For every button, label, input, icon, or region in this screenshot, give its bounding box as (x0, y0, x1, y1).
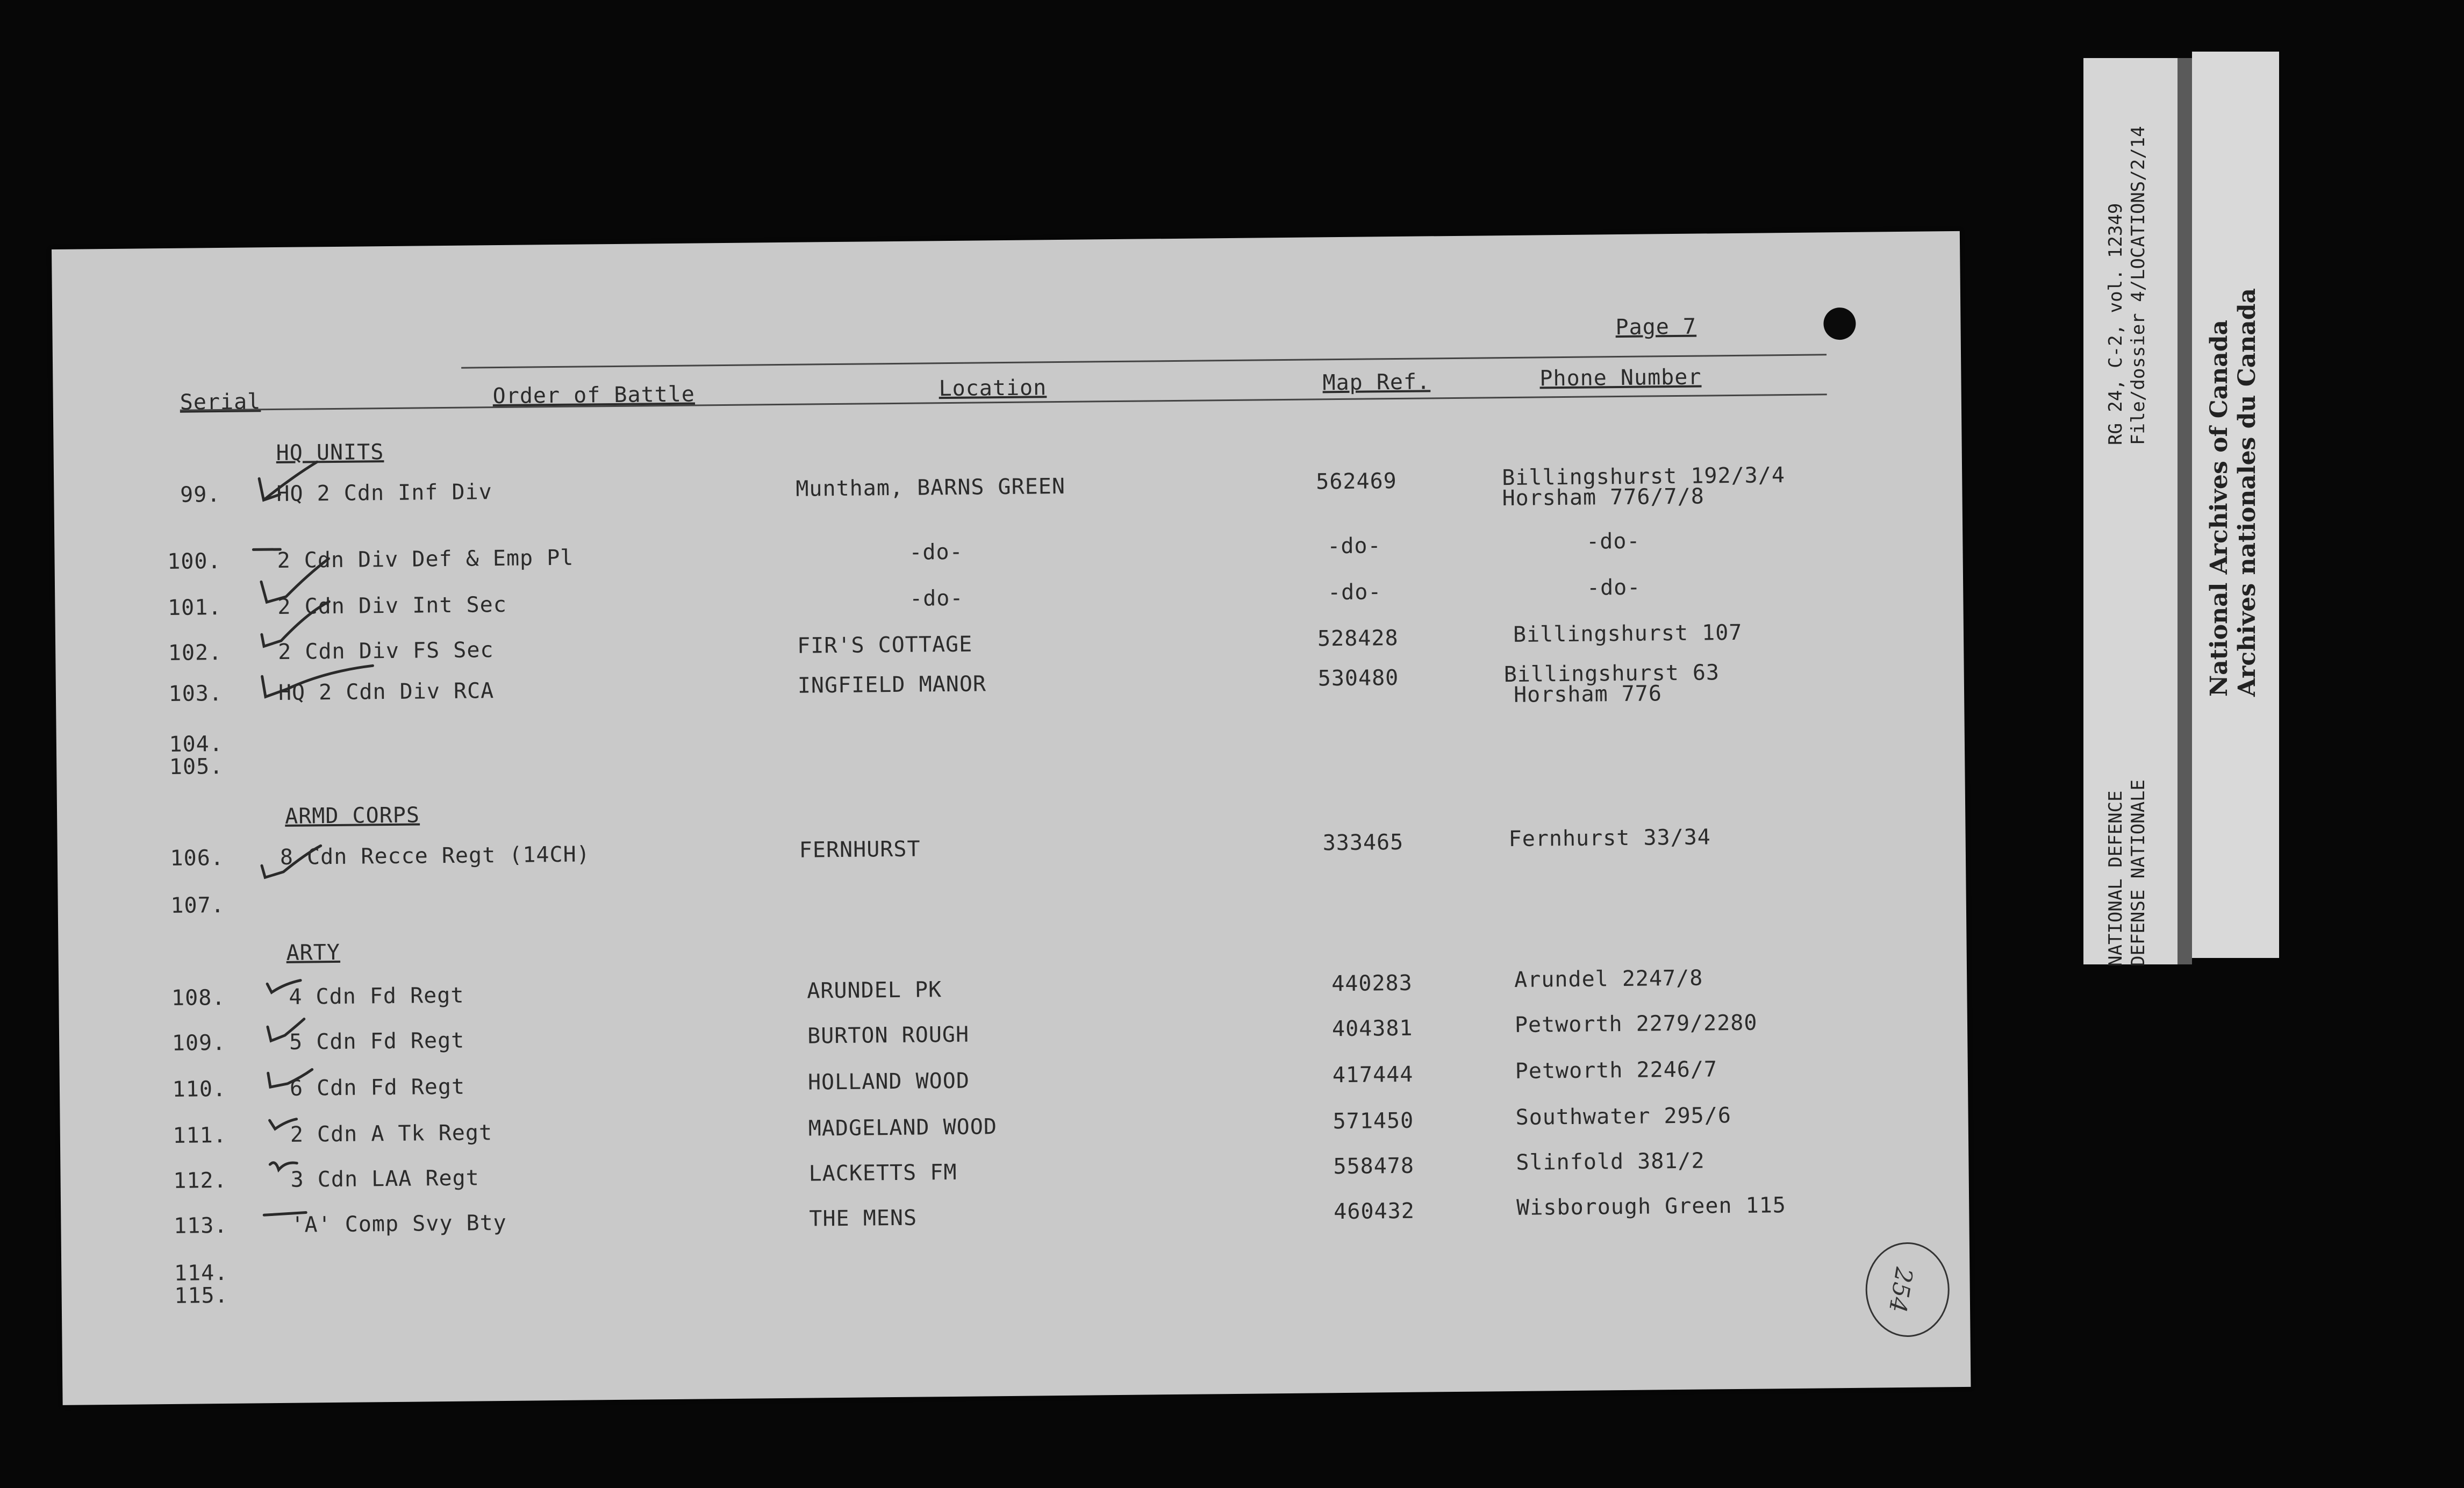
page-label: Page 7 (1615, 314, 1697, 340)
row-unit: HQ 2 Cdn Inf Div (276, 480, 492, 507)
row-location: MADGELAND WOOD (808, 1114, 998, 1141)
row-phone: Billingshurst 192/3/4 (1501, 463, 1786, 491)
row-map-ref: 558478 (1333, 1153, 1415, 1179)
row-serial: 107. (170, 892, 225, 918)
row-map-ref: -do- (1327, 580, 1382, 605)
row-unit: 3 Cdn LAA Regt (290, 1165, 479, 1192)
row-phone: Petworth 2246/7 (1515, 1057, 1718, 1084)
row-location: THE MENS (809, 1205, 918, 1232)
row-map-ref: -do- (1327, 533, 1381, 559)
row-unit: 'A' Comp Svy Bty (291, 1210, 507, 1237)
row-map-ref: 440283 (1331, 970, 1413, 997)
column-header-phone: Phone Number (1539, 364, 1702, 391)
row-serial: 114. (174, 1260, 228, 1286)
row-unit: 6 Cdn Fd Regt (289, 1074, 465, 1101)
row-location: FERNHURST (799, 836, 921, 863)
column-header-order-of-battle: Order of Battle (492, 382, 696, 409)
row-phone: Billingshurst 107 (1513, 620, 1743, 647)
row-phone: -do- (1586, 575, 1641, 600)
row-serial: 102. (168, 640, 223, 666)
archive-reference-line2: File/dossier 4/LOCATIONS/2/14 (2128, 126, 2149, 445)
handwritten-page-number: 254 (1865, 1242, 1950, 1337)
row-serial: 104. (169, 731, 224, 757)
row-phone: -do- (1586, 528, 1641, 554)
row-unit: 2 Cdn Div Def & Emp Pl (277, 545, 574, 573)
punch-hole (1823, 307, 1856, 340)
row-phone: Petworth 2279/2280 (1514, 1010, 1758, 1038)
row-map-ref: 528428 (1317, 625, 1399, 652)
defense-nationale-label: DEFENSE NATIONALE (2128, 779, 2149, 967)
row-location: INGFIELD MANOR (797, 671, 987, 698)
row-unit: 2 Cdn A Tk Regt (290, 1120, 493, 1147)
row-unit: 2 Cdn Div FS Sec (277, 638, 494, 664)
row-location: BURTON ROUGH (807, 1022, 970, 1049)
row-serial: 115. (174, 1283, 228, 1308)
row-phone: Fernhurst 33/34 (1508, 825, 1711, 852)
row-serial: 105. (169, 754, 224, 779)
row-location: ARUNDEL PK (807, 977, 942, 1004)
row-serial: 109. (171, 1030, 226, 1056)
archives-french-label: Archives nationales du Canada (2233, 288, 2261, 697)
row-map-ref: 460432 (1334, 1198, 1415, 1225)
row-map-ref: 404381 (1331, 1015, 1413, 1042)
section-heading-hq-units: HQ UNITS (276, 440, 384, 466)
row-location: Muntham, BARNS GREEN (796, 474, 1066, 502)
row-phone-secondary: Horsham 776/7/8 (1502, 484, 1705, 511)
archives-english-label: National Archives of Canada (2205, 319, 2233, 697)
row-location: LACKETTS FM (808, 1160, 957, 1186)
row-map-ref: 417444 (1332, 1062, 1414, 1088)
column-header-map-ref: Map Ref. (1322, 369, 1431, 396)
national-defence-label: NATIONAL DEFENCE (2105, 790, 2126, 967)
column-header-location: Location (939, 375, 1047, 402)
archive-reference-line1: RG 24, C-2, vol. 12349 (2105, 203, 2126, 445)
row-location: -do- (909, 585, 964, 611)
section-heading-armd-corps: ARMD CORPS (284, 803, 420, 829)
row-serial: 108. (171, 985, 226, 1011)
column-header-serial: Serial (180, 389, 261, 415)
row-serial: 111. (173, 1122, 227, 1148)
row-serial: 112. (173, 1168, 227, 1193)
row-unit: 8 Cdn Recce Regt (14CH) (280, 842, 590, 870)
row-phone: Billingshurst 63 (1503, 660, 1720, 688)
row-phone-secondary: Horsham 776 (1513, 681, 1663, 707)
row-location: FIR'S COTTAGE (797, 632, 973, 659)
document-page (52, 231, 1971, 1405)
row-serial: 103. (168, 681, 223, 706)
row-unit: 2 Cdn Div Int Sec (277, 592, 507, 619)
row-serial: 106. (170, 845, 225, 871)
handwritten-check-marks (247, 440, 384, 1258)
row-unit: 4 Cdn Fd Regt (289, 983, 464, 1010)
archives-canada-card (2192, 52, 2279, 958)
row-phone: Southwater 295/6 (1515, 1103, 1732, 1130)
row-location: -do- (909, 539, 963, 565)
row-unit: HQ 2 Cdn Div RCA (278, 678, 495, 705)
row-serial: 101. (167, 595, 222, 620)
card-divider (2178, 58, 2192, 964)
archive-reference-card (2083, 58, 2178, 967)
row-serial: 110. (172, 1076, 227, 1102)
row-serial: 100. (167, 548, 221, 574)
row-phone: Arundel 2247/8 (1514, 965, 1703, 992)
row-map-ref: 562469 (1316, 468, 1397, 495)
row-phone: Wisborough Green 115 (1516, 1193, 1787, 1220)
row-map-ref: 333465 (1322, 829, 1404, 856)
row-unit: 5 Cdn Fd Regt (289, 1028, 465, 1055)
row-serial: 113. (173, 1213, 228, 1239)
row-location: HOLLAND WOOD (807, 1068, 970, 1095)
row-serial: 99. (180, 482, 221, 507)
section-heading-arty: ARTY (286, 940, 341, 965)
row-map-ref: 571450 (1333, 1108, 1414, 1134)
row-phone: Slinfold 381/2 (1516, 1148, 1705, 1175)
row-map-ref: 530480 (1317, 665, 1399, 691)
